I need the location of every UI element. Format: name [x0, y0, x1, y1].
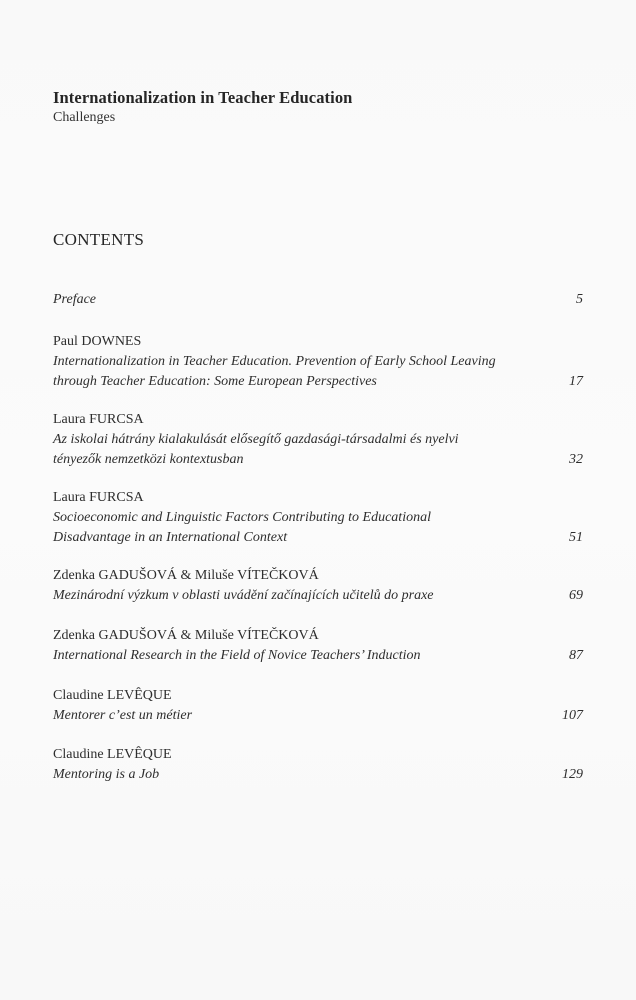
toc-entry-author: Zdenka GADUŠOVÁ & Miluše VÍTEČKOVÁ: [53, 568, 319, 583]
toc-entry-title-line: Socioeconomic and Linguistic Factors Contributing to Educational: [53, 510, 431, 525]
toc-entry: [53, 332, 583, 392]
book-subtitle: Challenges: [53, 110, 116, 125]
toc-entry-title-line: International Research in the Field of Novice Teachers’ Induction: [53, 648, 421, 663]
toc-entry: [53, 566, 583, 606]
toc-entry: [53, 626, 583, 666]
toc-entry-page-number: 17: [569, 374, 583, 389]
toc-entry-title-line: Internationalization in Teacher Education. Prevention of Early School Leaving: [53, 354, 496, 369]
toc-entry: [53, 686, 583, 726]
toc-entry-title-line: Az iskolai hátrány kialakulását elősegítő gazdasági-társadalmi és nyelvi: [53, 432, 459, 447]
toc-entry-page-number: 51: [569, 530, 583, 545]
toc-entry-author: Laura FURCSA: [53, 490, 144, 505]
toc-entry-author: Laura FURCSA: [53, 412, 144, 427]
book-title: Internationalization in Teacher Education: [53, 88, 353, 107]
toc-entry-author: Paul DOWNES: [53, 334, 142, 349]
toc-entry-author: Claudine LEVÊQUE: [53, 747, 172, 762]
toc-entry-title-line: through Teacher Education: Some European Perspectives: [53, 374, 377, 389]
toc-entry-page-number: 87: [569, 648, 583, 663]
toc-entry-page-number: 69: [569, 588, 583, 603]
toc-entry-page-number: 129: [562, 767, 583, 782]
toc-entry-page-number: 5: [576, 292, 583, 307]
toc-entry-author: Claudine LEVÊQUE: [53, 688, 172, 703]
toc-entry-page-number: 32: [569, 452, 583, 467]
toc-entry-author: Zdenka GADUŠOVÁ & Miluše VÍTEČKOVÁ: [53, 628, 319, 643]
contents-heading: CONTENTS: [53, 230, 145, 249]
toc-entry-title-line: Mentoring is a Job: [53, 767, 160, 782]
toc-entry: [53, 488, 583, 548]
toc-entry-title-line: Preface: [53, 292, 97, 307]
toc-entry-title-line: Mezinárodní výzkum v oblasti uvádění začínajících učitelů do praxe: [53, 588, 434, 603]
toc-entry: [53, 410, 583, 470]
toc-entry-title-line: Disadvantage in an International Context: [53, 530, 288, 545]
toc-entry-page-number: 107: [562, 708, 583, 723]
toc-entry-preface: [53, 290, 583, 310]
toc-entry-title-line: Mentorer c’est un métier: [53, 708, 193, 723]
toc-entry: [53, 745, 583, 785]
toc-entry-title-line: tényezők nemzetközi kontextusban: [53, 452, 244, 467]
